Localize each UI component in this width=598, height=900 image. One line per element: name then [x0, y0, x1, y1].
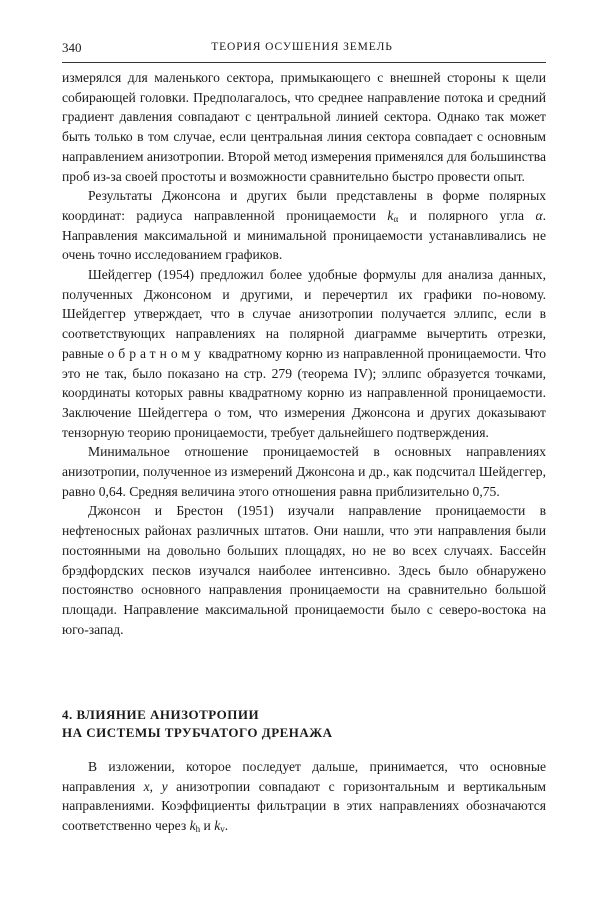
kh-subscript: h: [195, 824, 201, 835]
paragraph-6: [62, 757, 546, 836]
y-symbol: y: [161, 778, 168, 794]
paragraph-3-text-b: квадратному корню из направленной проницаемости. Что это не так, было показано на стр. 279 (теорема IV); эллипс образуется точками, координаты которых равны квадратному корню из направленной проницаемости. Заключение Шейдеггера о том, что измерения Джонсона и других доказывают тензорную теорию проницаемости, требует дальнейшего подтверждения.: [62, 345, 546, 440]
running-title: ТЕОРИЯ ОСУШЕНИЯ ЗЕМЕЛЬ: [211, 41, 393, 53]
paragraph-1: измерялся для маленького сектора, примыкающего с внешней стороны к щели собирающей головки. Предполагалось, что среднее направление потока и средний градиент давления совпадают с центральной линией сектора. Однако так может быть только в том случае, если центральная линия сектора совпадает с основным направлением анизотропии. Второй метод измерения применялся для большинства проб из-за своей простоты и возможности сравнительно быстро провести опыт.: [62, 70, 546, 184]
header-rule: [62, 62, 546, 63]
paragraph-2: [62, 186, 546, 265]
x-symbol: x: [143, 778, 150, 794]
section-heading-line-2: НА СИСТЕМЫ ТРУБЧАТОГО ДРЕНАЖА: [62, 725, 333, 740]
paragraph-6-text-a: В изложении, которое последует дальше, принимается, что основные направления: [62, 759, 546, 794]
kv-subscript: v: [220, 824, 225, 835]
paragraph-2-text-c: . Направления максимальной и минимальной проницаемости устанавливались не очень точно исследованием графиков.: [62, 207, 546, 263]
kh-symbol: k: [189, 818, 196, 834]
body-text: [62, 68, 546, 639]
comma: ,: [149, 778, 162, 794]
paragraph-3-text-a: Шейдеггер (1954) предложил более удобные формулы для анализа данных, полученных Джонсоном и другими, и перечертил их графики по-новому. Шейдеггер утверждает, что в случае анизотропии получается эллипс, если в соответствующих направлениях на полярной диаграмме вычертить отрезки, равные: [62, 267, 546, 361]
spaced-emphasis: обратному: [107, 345, 205, 361]
paragraph-2-text-a: Результаты Джонсона и других были представлены в форме полярных координат: радиуса направленной проницаемости: [62, 188, 546, 223]
paragraph-5: Джонсон и Брестон (1951) изучали направление проницаемости в нефтеносных районах различных штатов. Они нашли, что эти направления были постоянными на довольно больших площадях, но не во всех случаях. Бассейн брэдфордских песков изучался наиболее интенсивно. Здесь было обнаружено постоянство основного направления проницаемости на сравнительно большой площади. Направление максимальной проницаемости было с северо-востока на юго-запад.: [62, 503, 546, 637]
paragraph-2-text-b: и полярного угла: [398, 207, 536, 223]
paragraph-3: [62, 265, 546, 442]
period: .: [224, 818, 229, 834]
page-number: 340: [62, 40, 82, 55]
k-alpha-symbol: k: [387, 207, 394, 223]
page-header: [62, 40, 542, 60]
kv-symbol: k: [214, 818, 221, 834]
conjunction: и: [200, 818, 215, 834]
section-body: [62, 757, 546, 836]
k-alpha-subscript: α: [393, 213, 399, 224]
paragraph-4: Минимальное отношение проницаемостей в основных направлениях анизотропии, полученное из измерений Джонсона и др., как подсчитал Шейдеггер, равно 0,64. Средняя величина этого отношения равна приблизительно 0,75.: [62, 444, 546, 499]
section-heading-line-1: 4. ВЛИЯНИЕ АНИЗОТРОПИИ: [62, 707, 260, 722]
alpha-symbol: α: [535, 207, 543, 223]
paragraph-6-text-b: анизотропии совпадают с горизонтальным и вертикальным направлениями. Коэффициенты фильтрации в этих направлениях обозначаются соответственно через: [62, 778, 546, 834]
section-heading: [62, 706, 546, 742]
